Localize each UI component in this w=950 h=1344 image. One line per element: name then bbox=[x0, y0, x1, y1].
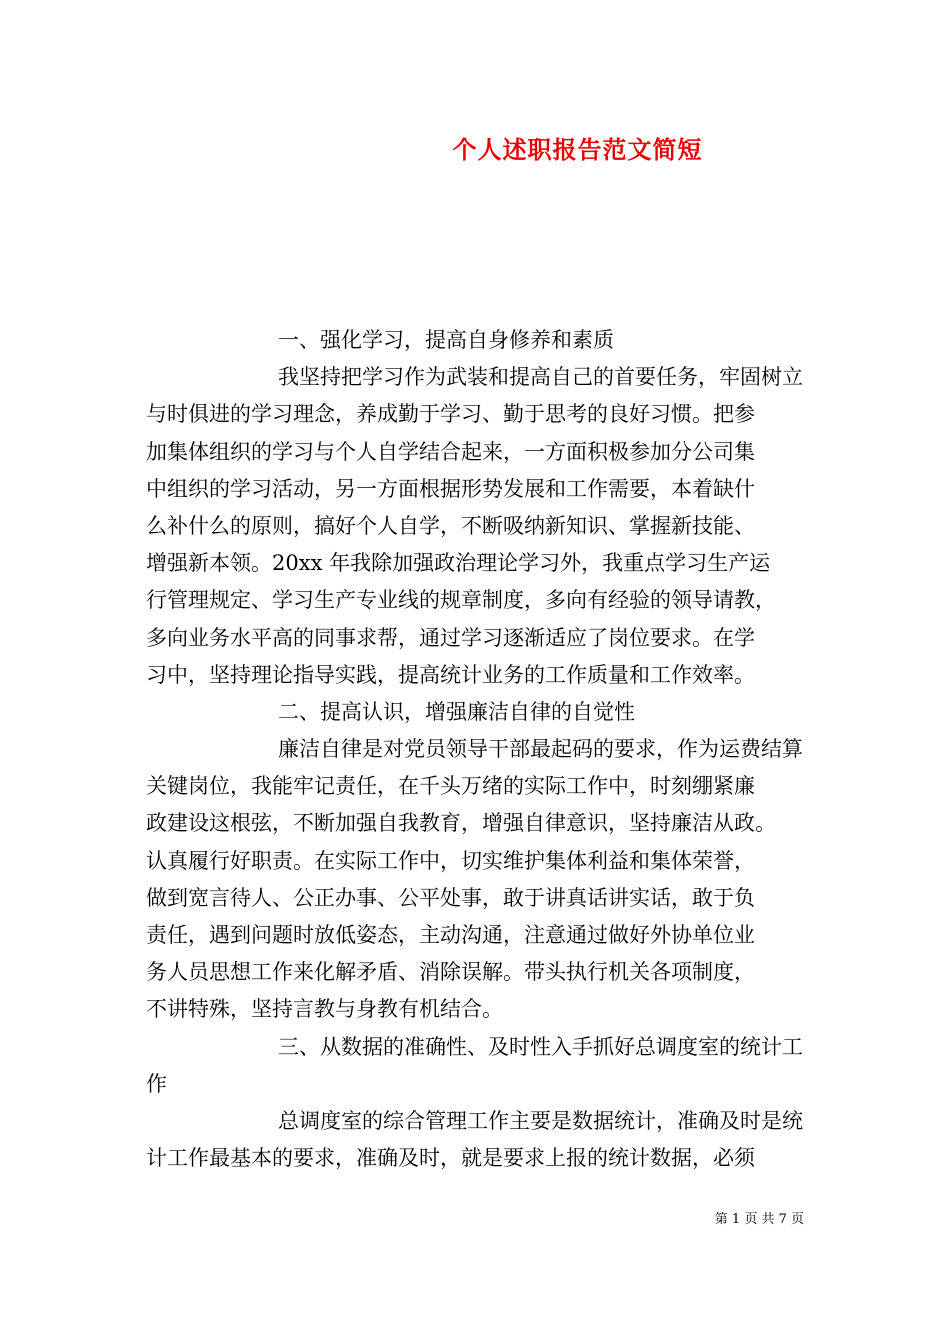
section-heading: 二、提高认识，增强廉洁自律的自觉性 bbox=[278, 699, 635, 724]
body-line: 认真履行好职责。在实际工作中，切实维护集体利益和集体荣誉， bbox=[146, 848, 755, 873]
body-line: 习中，坚持理论指导实践，提高统计业务的工作质量和工作效率。 bbox=[146, 662, 755, 687]
body-line: 加集体组织的学习与个人自学结合起来，一方面积极参加分公司集 bbox=[146, 439, 755, 464]
body-line: 多向业务水平高的同事求帮，通过学习逐渐适应了岗位要求。在学 bbox=[146, 625, 755, 650]
body-line: 廉洁自律是对党员领导干部最起码的要求，作为运费结算 bbox=[278, 737, 803, 762]
body-line: 计工作最基本的要求，准确及时，就是要求上报的统计数据，必须 bbox=[146, 1146, 755, 1171]
body-line: 作 bbox=[146, 1071, 167, 1096]
body-line: 我坚持把学习作为武装和提高自己的首要任务，牢固树立 bbox=[278, 365, 803, 390]
body-line: 做到宽言待人、公正办事、公平处事，敢于讲真话讲实话，敢于负 bbox=[146, 885, 755, 910]
body-line: 与时俱进的学习理念，养成勤于学习、勤于思考的良好习惯。把参 bbox=[146, 402, 755, 427]
body-line: 么补什么的原则，搞好个人自学，不断吸纳新知识、掌握新技能、 bbox=[146, 513, 755, 538]
body-line: 中组织的学习活动，另一方面根据形势发展和工作需要，本着缺什 bbox=[146, 476, 755, 501]
document-body bbox=[146, 322, 826, 1177]
body-line: 关键岗位，我能牢记责任，在千头万绪的实际工作中，时刻绷紧廉 bbox=[146, 774, 755, 799]
body-line: 务人员思想工作来化解矛盾、消除误解。带头执行机关各项制度， bbox=[146, 960, 755, 985]
body-line: 行管理规定、学习生产专业线的规章制度，多向有经验的领导请教， bbox=[146, 588, 776, 613]
section-heading: 一、强化学习，提高自身修养和素质 bbox=[278, 328, 614, 352]
body-line: 政建设这根弦，不断加强自我教育，增强自律意识，坚持廉洁从政。 bbox=[146, 811, 776, 836]
body-line: 增强新本领。20xx 年我除加强政治理论学习外，我重点学习生产运 bbox=[146, 551, 771, 576]
body-line: 总调度室的综合管理工作主要是数据统计，准确及时是统 bbox=[278, 1108, 803, 1133]
document-title: 个人述职报告范文简短 bbox=[452, 135, 703, 164]
body-line: 不讲特殊，坚持言教与身教有机结合。 bbox=[146, 997, 503, 1022]
body-line: 责任，遇到问题时放低姿态，主动沟通，注意通过做好外协单位业 bbox=[146, 923, 755, 947]
section-heading: 三、从数据的准确性、及时性入手抓好总调度室的统计工 bbox=[278, 1034, 803, 1059]
page-number-footer: 第 1 页 共 7 页 bbox=[714, 1212, 804, 1227]
